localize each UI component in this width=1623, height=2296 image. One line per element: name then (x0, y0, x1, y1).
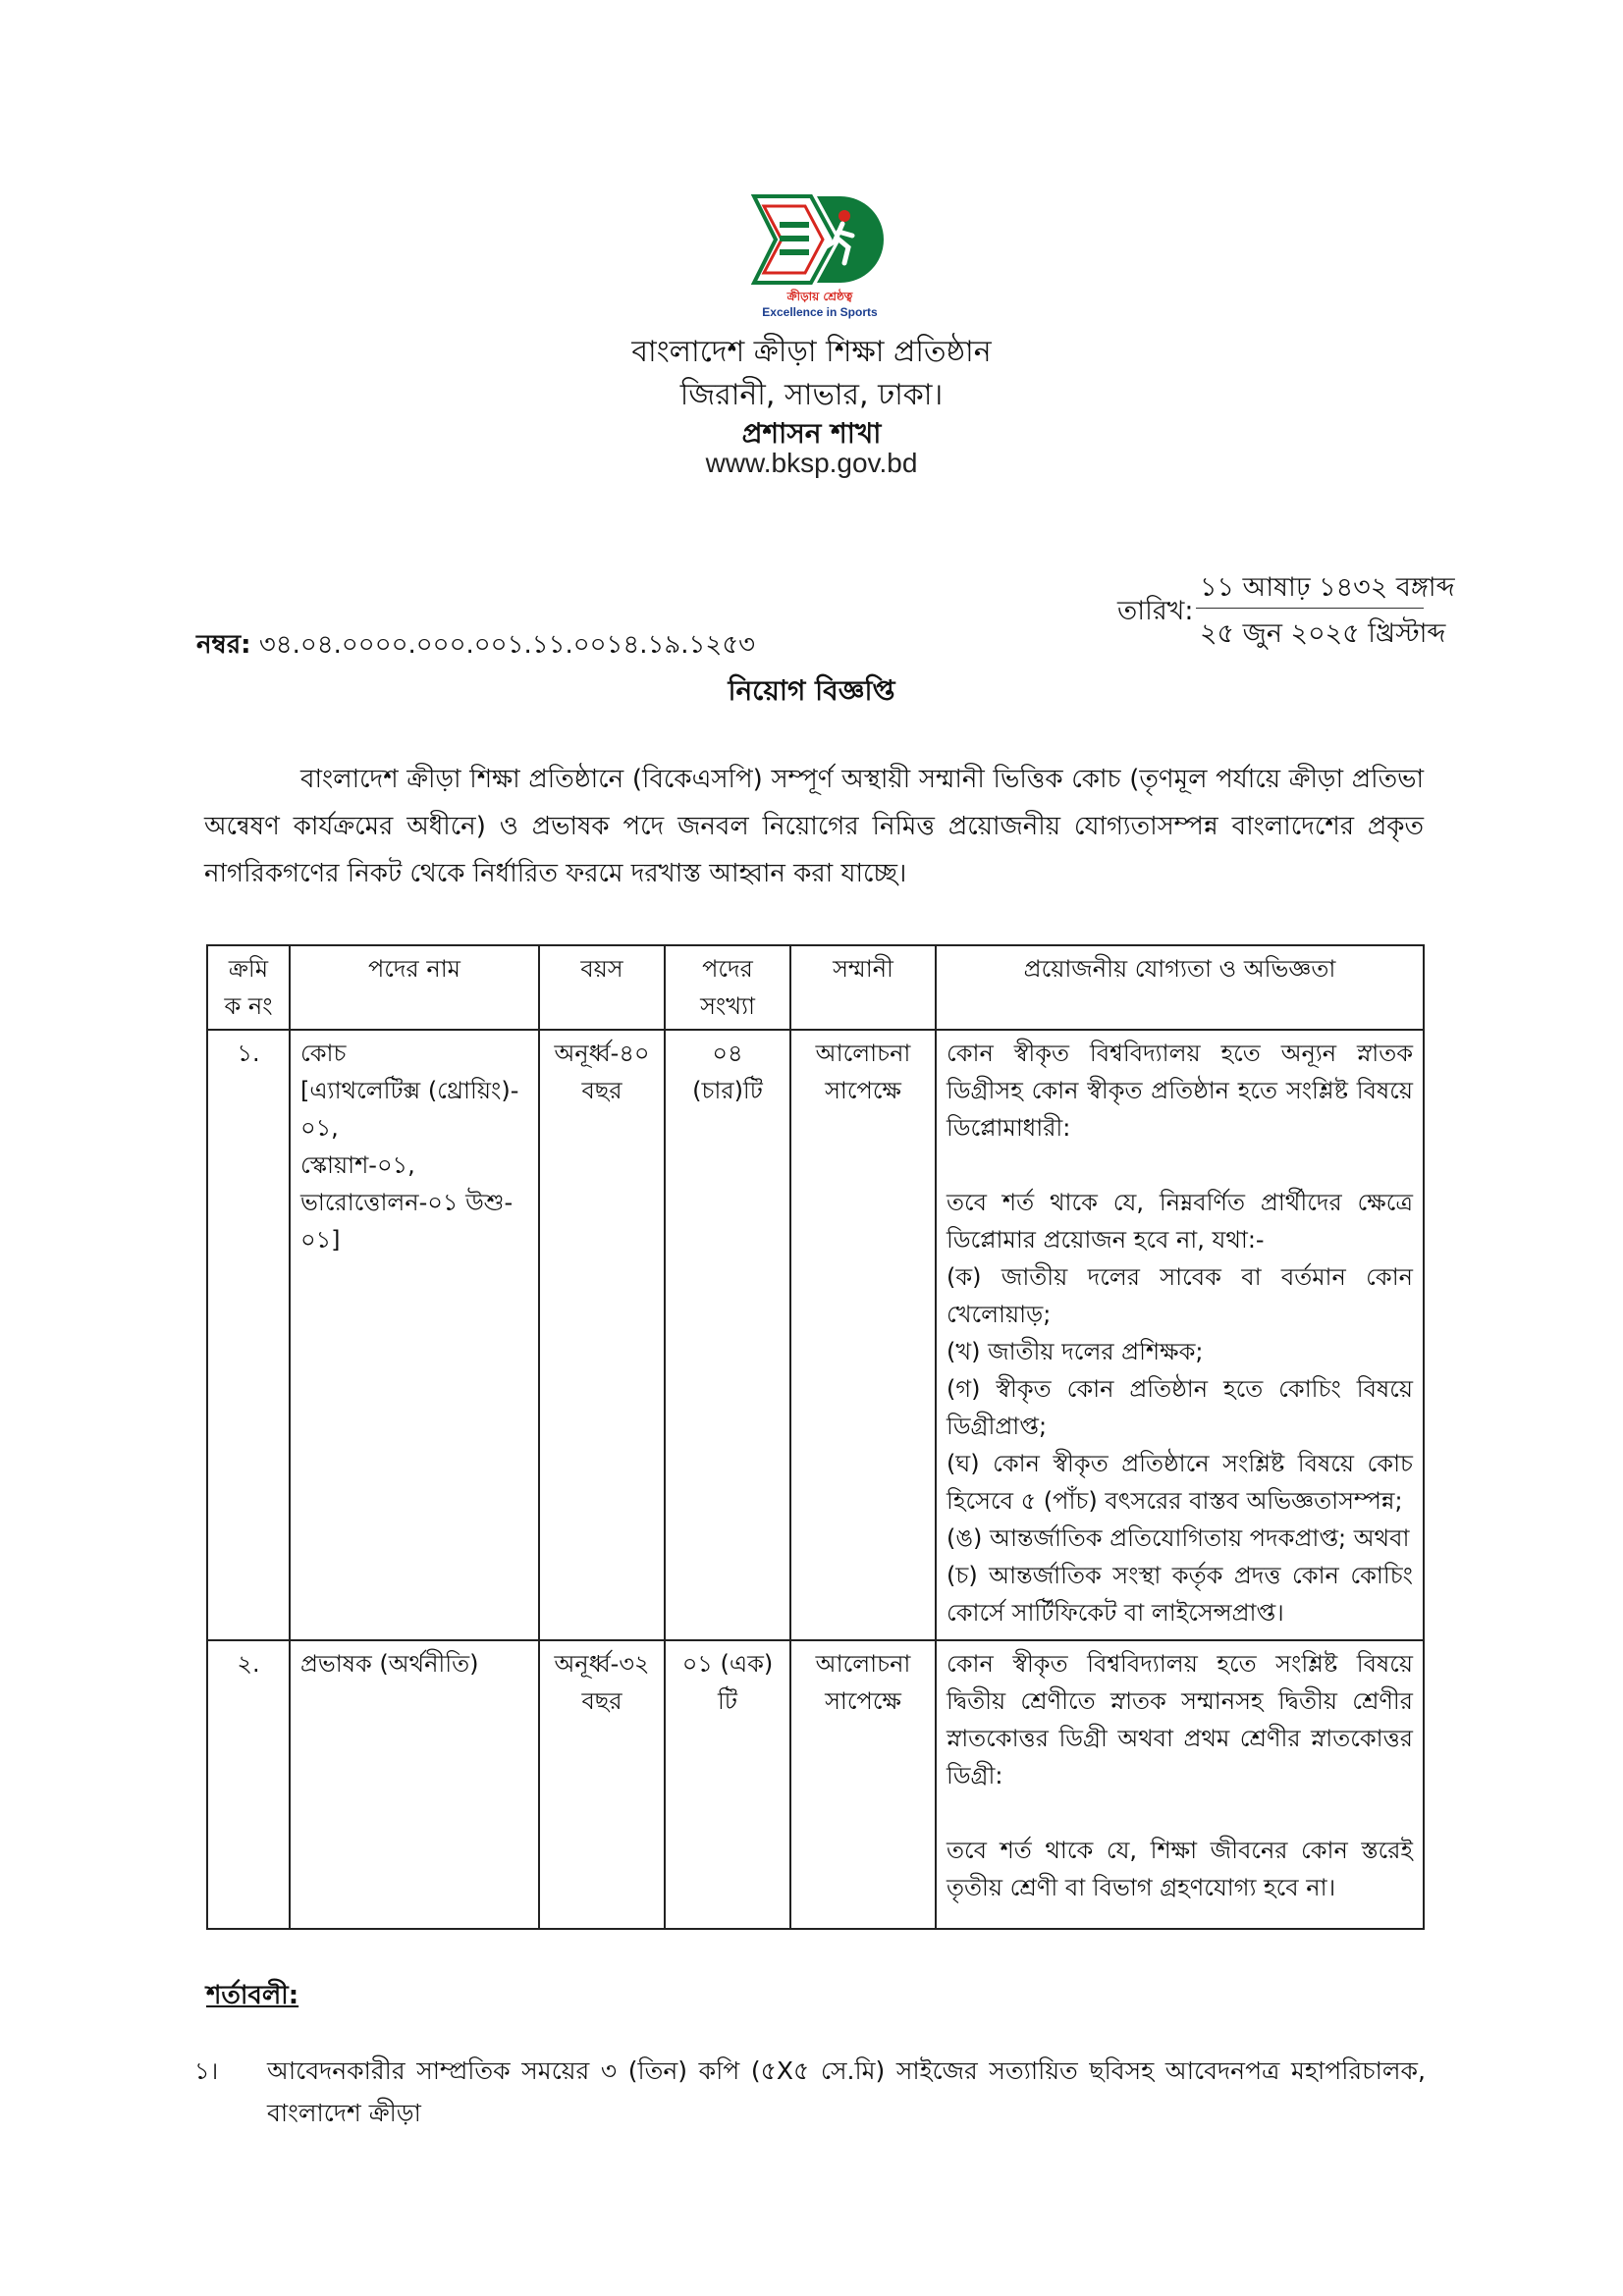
qualification-item: (গ) স্বীকৃত কোন প্রতিষ্ঠান হতে কোচিং বিষয়ে ডিগ্রীপ্রাপ্ত; (947, 1375, 1413, 1440)
qualification-item: (চ) আন্তর্জাতিক সংস্থা কর্তৃক প্রদত্ত কোন কোচিং কোর্সে সার্টিফিকেট বা লাইসেন্সপ্রাপ্ত। (947, 1562, 1413, 1627)
bksp-logo (746, 192, 893, 320)
department-name: প্রশাসন শাখা (741, 417, 882, 450)
row-qualification: কোন স্বীকৃত বিশ্ববিদ্যালয় হতে সংশ্লিষ্ট বিষয়ে দ্বিতীয় শ্রেণীতে স্নাতক সম্মানসহ দ্বিতীয় শ্রেণীর স্নাতকোত্তর ডিগ্রী অথবা প্রথম শ্রেণীর স্নাতকোত্তর ডিগ্রী: তবে শর্ত থাকে যে, শিক্ষা জীবনের কোন স্তরেই তৃতীয় শ্রেণী বা বিভাগ গ্রহণযোগ্য হবে না। (936, 1640, 1424, 1929)
date-bangla: ১১ আষাঢ় ১৪৩২ বঙ্গাব্দ (1200, 572, 1455, 603)
notice-title: নিয়োগ বিজ্ঞপ্তি (728, 674, 895, 707)
table-row (207, 1640, 1424, 1929)
header-post-count: পদের সংখ্যা (665, 945, 790, 1030)
row-honorarium: আলোচনা সাপেক্ষে (790, 1640, 936, 1929)
row-honorarium: আলোচনা সাপেক্ষে (790, 1030, 936, 1640)
header-age: বয়স (539, 945, 665, 1030)
table-row (207, 1030, 1424, 1640)
row-post-count: ০১ (এক) টি (665, 1640, 790, 1929)
memo-value: ৩৪.০৪.০০০০.০০০.০০১.১১.০০১৪.১৯.১২৫৩ (258, 630, 756, 660)
logo-tagline-bn: ক্রীড়ায় শ্রেষ্ঠত্ব (786, 290, 853, 303)
header-honorarium: সম্মানী (790, 945, 936, 1030)
row-post-name: কোচ [এ্যাথলেটিক্স (থ্রোয়িং)- ০১, স্কোয়াশ-০১, ভারোত্তোলন-০১ উশু- ০১] (290, 1030, 539, 1640)
term-text: আবেদনকারীর সাম্প্রতিক সময়ের ৩ (তিন) কপি (৫X৫ সে.মি) সাইজের সত্যায়িত ছবিসহ আবেদনপত্র মহাপরিচালক, বাংলাদেশ ক্রীড়া (267, 2056, 1426, 2127)
qualification-item: (খ) জাতীয় দলের প্রশিক্ষক; (947, 1338, 1204, 1365)
qualification-item: (ঙ) আন্তর্জাতিক প্রতিযোগিতায় পদকপ্রাপ্ত; অথবা (947, 1524, 1410, 1552)
row-serial: ২. (207, 1640, 290, 1929)
row-qualification: কোন স্বীকৃত বিশ্ববিদ্যালয় হতে অন্যূন স্নাতক ডিগ্রীসহ কোন স্বীকৃত প্রতিষ্ঠান হতে সংশ্লিষ্ট বিষয়ে ডিপ্লোমাধারী: তবে শর্ত থাকে যে, নিম্নবর্ণিত প্রার্থীদের ক্ষেত্রে ডিপ্লোমার প্রয়োজন হবে না, যথা:- (ক) জাতীয় দলের সাবেক বা বর্তমান কোন খেলোয়াড়; (খ) জাতীয় দলের প্রশিক্ষক; (গ) স্বীকৃত কোন প্রতিষ্ঠান হতে কোচিং বিষয়ে ডিগ্রীপ্রাপ্ত; (ঘ) কোন স্বীকৃত প্রতিষ্ঠানে সংশ্লিষ্ট বিষয়ে কোচ হিসেবে ৫ (পাঁচ) বৎসরের বাস্তব অভিজ্ঞতাসম্পন্ন; (ঙ) আন্তর্জাতিক প্রতিযোগিতায় পদকপ্রাপ্ত; অথবা (চ) আন্তর্জাতিক সংস্থা কর্তৃক প্রদত্ত কোন কোচিং কোর্সে সার্টিফিকেট বা লাইসেন্সপ্রাপ্ত। (936, 1030, 1424, 1640)
row-serial: ১. (207, 1030, 290, 1640)
logo-tagline-en: Excellence in Sports (762, 305, 878, 319)
qualification-item: (ঘ) কোন স্বীকৃত প্রতিষ্ঠানে সংশ্লিষ্ট বিষয়ে কোচ হিসেবে ৫ (পাঁচ) বৎসরের বাস্তব অভিজ্ঞতাসম্পন্ন; (947, 1450, 1413, 1515)
date-label: তারিখ: (1117, 596, 1194, 626)
table-header-row (207, 945, 1424, 1030)
organization-address: জিরানী, সাভার, ঢাকা। (679, 378, 944, 412)
qualification-item: (ক) জাতীয় দলের সাবেক বা বর্তমান কোন খেলোয়াড়; (947, 1263, 1413, 1328)
memo-label: নম্বর: (196, 630, 251, 660)
header-qualification: প্রয়োজনীয় যোগ্যতা ও অভিজ্ঞতা (936, 945, 1424, 1030)
row-age: অনূর্ধ্ব-৩২ বছর (539, 1640, 665, 1929)
terms-heading: শর্তাবলী: (206, 1981, 299, 2010)
term-number: ১। (194, 2057, 219, 2085)
header-serial: ক্রমি ক নং (207, 945, 290, 1030)
date-gregorian: ২৫ জুন ২০২৫ খ্রিস্টাব্দ (1200, 618, 1446, 649)
row-age: অনূর্ধ্ব-৪০ বছর (539, 1030, 665, 1640)
header-post-name: পদের নাম (290, 945, 539, 1030)
website-link[interactable]: www.bksp.gov.bd (705, 448, 918, 478)
row-post-count: ০৪ (চার)টি (665, 1030, 790, 1640)
organization-name: বাংলাদেশ ক্রীড়া শিক্ষা প্রতিষ্ঠান (631, 335, 992, 369)
date-divider (1196, 608, 1424, 609)
vacancy-table (206, 944, 1425, 1930)
intro-paragraph: বাংলাদেশ ক্রীড়া শিক্ষা প্রতিষ্ঠানে (বিকেএসপি) সম্পূর্ণ অস্থায়ী সম্মানী ভিত্তিক কোচ (তৃণমূল পর্যায়ে ক্রীড়া প্রতিভা অন্বেষণ কার্যক্রমের অধীনে) ও প্রভাষক পদে জনবল নিয়োগের নিমিত্ত প্রয়োজনীয় যোগ্যতাসম্পন্ন বাংলাদেশের প্রকৃত নাগরিকগণের নিকট থেকে নির্ধারিত ফরমে দরখাস্ত আহ্বান করা যাচ্ছে। (204, 765, 1424, 888)
memo-number (196, 624, 755, 667)
row-post-name: প্রভাষক (অর্থনীতি) (290, 1640, 539, 1929)
